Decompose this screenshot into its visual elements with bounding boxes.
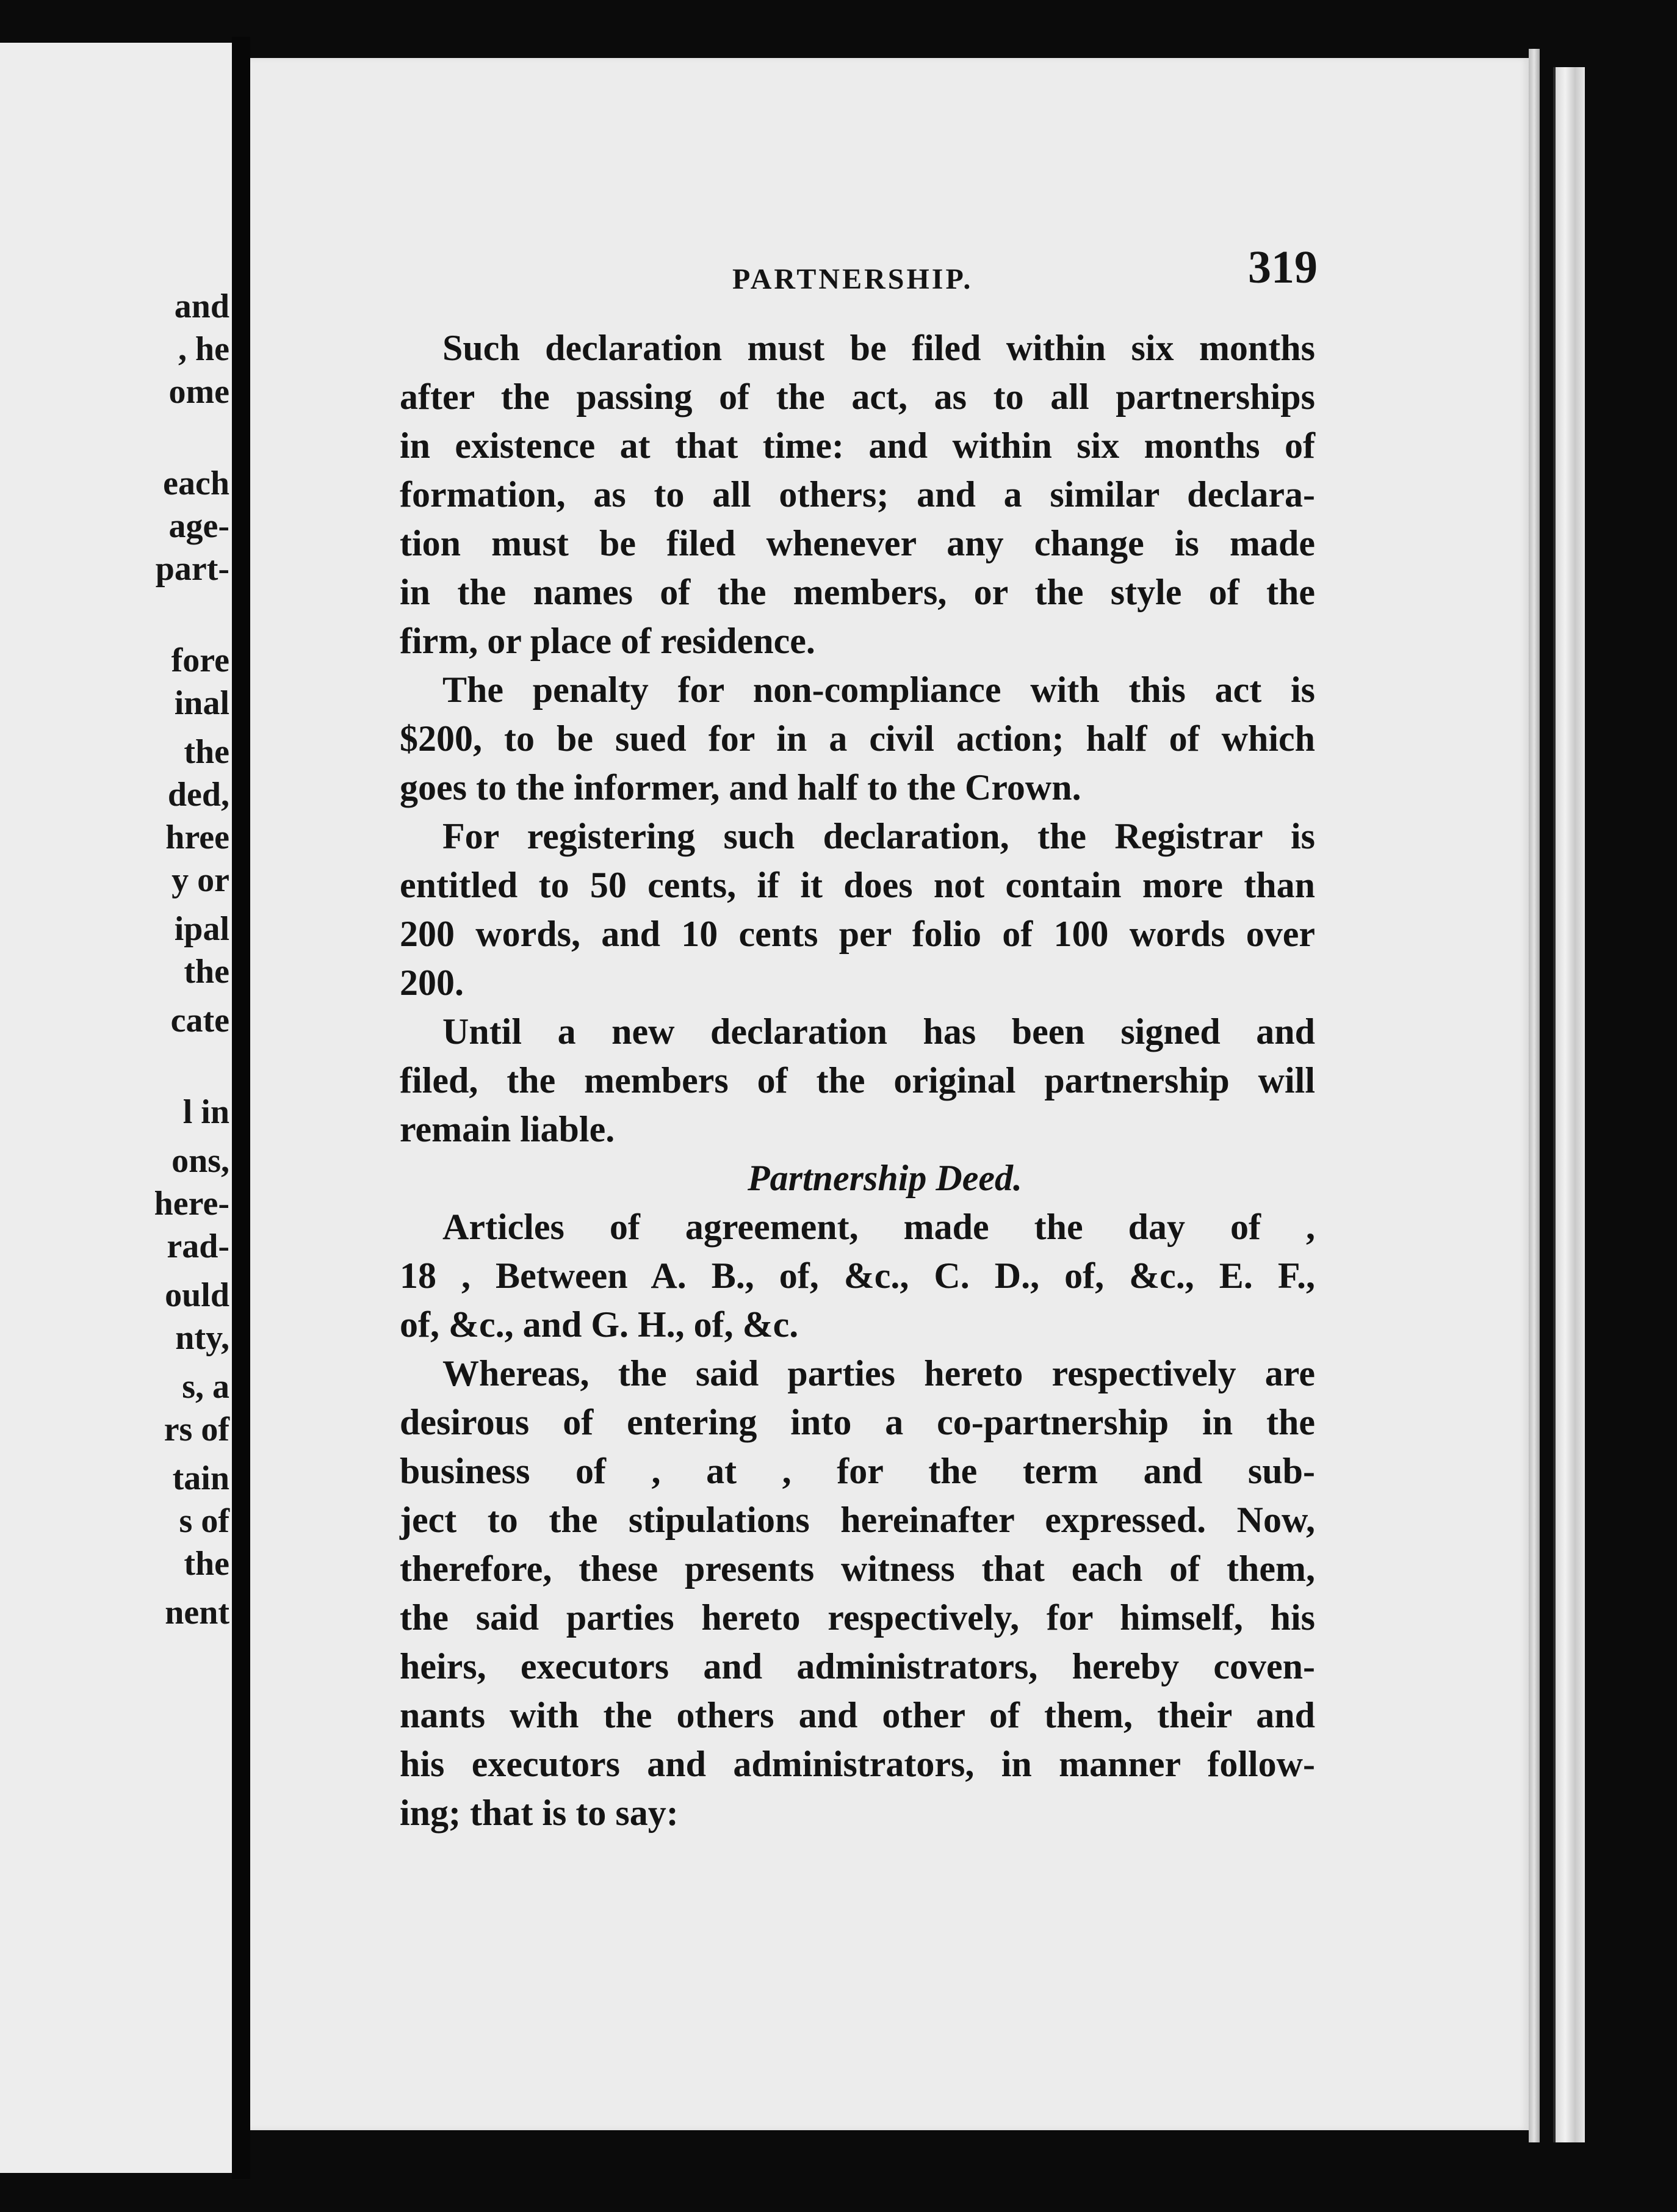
left-page-fragment: tain — [172, 1459, 229, 1497]
left-page-fragment: s of — [179, 1502, 229, 1540]
left-page-fragment: ome — [168, 373, 229, 411]
left-page-fragment: here- — [154, 1185, 229, 1223]
body-text — [400, 323, 1315, 1837]
running-head: PARTNERSHIP. — [732, 263, 973, 295]
left-page-fragment: part- — [155, 550, 229, 588]
text-line: nants with the others and other of them, their and — [400, 1695, 1315, 1735]
text-line: formation, as to all others; and a similar declara- — [400, 474, 1315, 515]
text-line: 200 words, and 10 cents per folio of 100 words over — [400, 914, 1315, 954]
left-page-fragment: ded, — [167, 776, 229, 814]
text-line: 18 , Between A. B., of, &c., C. D., of, &c., E. F., — [400, 1256, 1315, 1296]
text-line: tion must be filed whenever any change is made — [400, 523, 1315, 563]
left-page-fragment: rad- — [167, 1227, 229, 1265]
page-number: 319 — [1248, 242, 1318, 293]
book-gutter — [232, 37, 250, 2179]
text-line: For registering such declaration, the Registrar is — [442, 816, 1315, 856]
text-line: firm, or place of residence. — [400, 621, 815, 661]
left-page-fragment: and — [174, 287, 229, 325]
left-page-fragment: cate — [170, 1002, 229, 1039]
text-line: business of , at , for the term and sub- — [400, 1451, 1315, 1491]
text-line: entitled to 50 cents, if it does not contain more than — [400, 865, 1315, 905]
book-edge-strip — [1553, 67, 1585, 2142]
left-page-fragment: age- — [168, 507, 229, 545]
left-page-fragment: the — [184, 953, 229, 991]
text-line: his executors and administrators, in manner follow- — [400, 1744, 1315, 1784]
text-line: the said parties hereto respectively, for himself, his — [400, 1597, 1315, 1638]
text-line: Articles of agreement, made the day of , — [442, 1207, 1315, 1247]
left-page-fragment: s, a — [182, 1368, 229, 1406]
text-line: $200, to be sued for in a civil action; half of which — [400, 718, 1315, 759]
text-line: filed, the members of the original partnership will — [400, 1060, 1315, 1101]
left-page-fragment: ons, — [171, 1142, 229, 1180]
left-page-fragment: each — [163, 464, 229, 502]
left-page-fragment: hree — [165, 819, 229, 856]
left-page-fragment: rs of — [164, 1411, 229, 1448]
text-line: Until a new declaration has been signed and — [442, 1011, 1315, 1052]
text-line: of, &c., and G. H., of, &c. — [400, 1304, 799, 1345]
left-page-fragment: inal — [174, 684, 229, 722]
left-page-fragment: nent — [165, 1594, 229, 1632]
text-line: 200. — [400, 963, 464, 1003]
text-line: in existence at that time: and within six months of — [400, 425, 1315, 466]
left-facing-page — [0, 43, 232, 2173]
text-line: The penalty for non-compliance with this act is — [442, 670, 1315, 710]
left-page-fragment: ipal — [174, 910, 229, 948]
section-heading: Partnership Deed. — [748, 1158, 1022, 1198]
left-page-fragment: the — [184, 733, 229, 771]
text-line: heirs, executors and administrators, hereby coven- — [400, 1646, 1315, 1686]
text-line: remain liable. — [400, 1109, 615, 1149]
left-page-fragment: , he — [178, 330, 229, 368]
text-line: therefore, these presents witness that each of them, — [400, 1549, 1315, 1589]
text-line: Such declaration must be filed within six months — [442, 328, 1315, 368]
page-edges — [1529, 49, 1540, 2142]
left-page-fragment: l in — [182, 1093, 229, 1131]
left-page-fragment: nty, — [175, 1319, 229, 1357]
left-page-fragment: y or — [171, 861, 229, 899]
text-line: in the names of the members, or the style of the — [400, 572, 1315, 612]
text-line: goes to the informer, and half to the Crown. — [400, 767, 1081, 808]
left-page-fragment: fore — [171, 642, 229, 679]
text-line: ject to the stipulations hereinafter expressed. Now, — [400, 1500, 1315, 1540]
left-page-fragment: ould — [165, 1276, 229, 1314]
text-line: desirous of entering into a co-partnership in the — [400, 1402, 1315, 1442]
text-line: Whereas, the said parties hereto respectively are — [442, 1353, 1315, 1393]
text-line: after the passing of the act, as to all partnerships — [400, 377, 1315, 417]
left-page-fragment: the — [184, 1545, 229, 1583]
text-line: ing; that is to say: — [400, 1793, 679, 1833]
